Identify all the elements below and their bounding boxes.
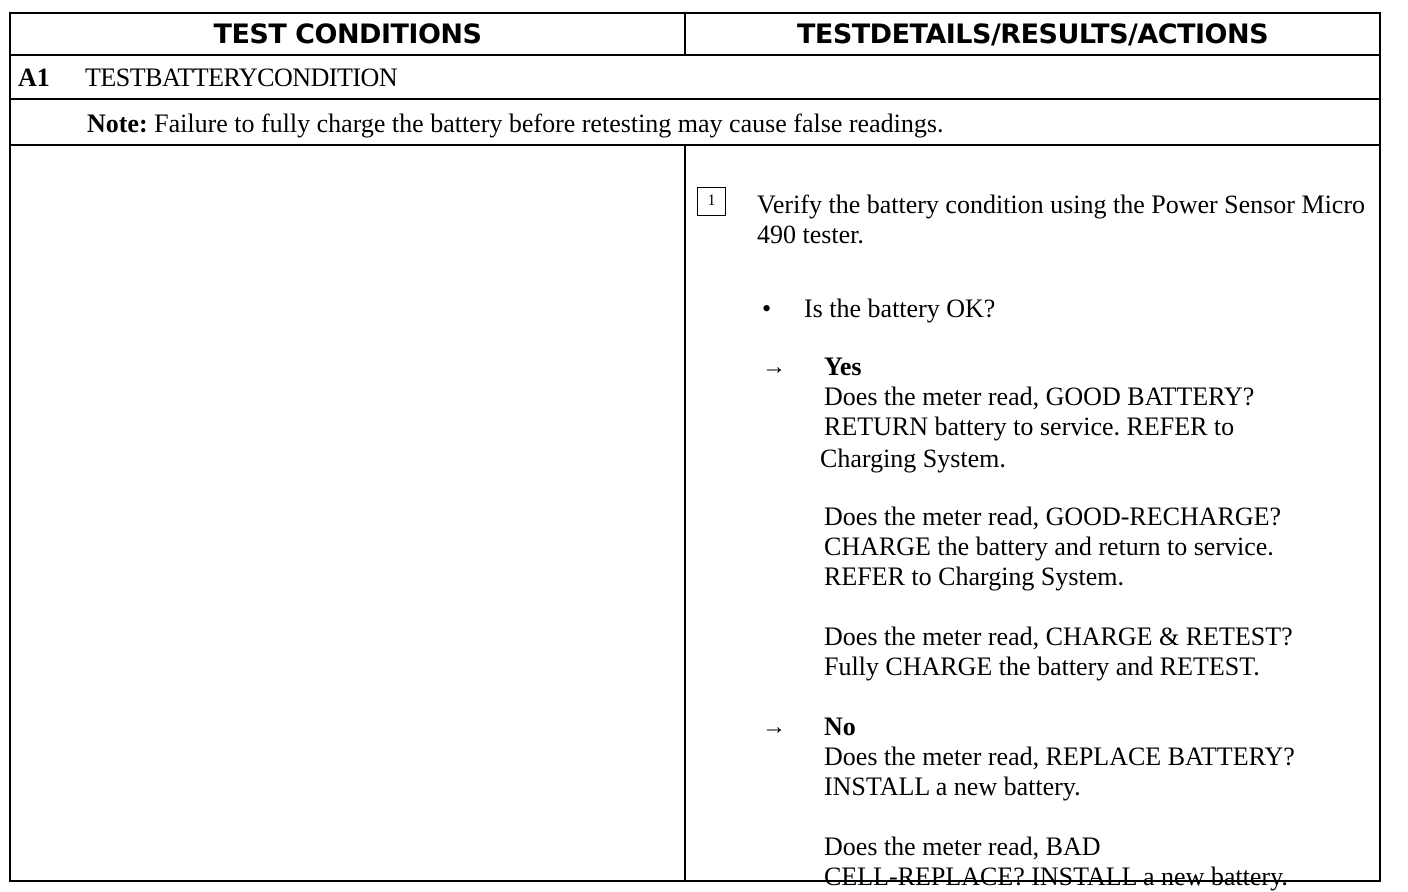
note xyxy=(87,109,943,139)
result-line: REFER to Charging System. xyxy=(824,562,1124,591)
header-test-details: TESTDETAILS/RESULTS/ACTIONS xyxy=(686,14,1379,56)
result-line: Does the meter read, BAD xyxy=(824,832,1101,861)
yes-result-3 xyxy=(824,622,1376,682)
no-result-1 xyxy=(824,742,1376,802)
section-code: A1 xyxy=(18,63,50,92)
answer-yes-label: Yes xyxy=(824,352,862,381)
bullet-icon: • xyxy=(762,294,772,323)
result-line: Charging System. xyxy=(820,444,1006,473)
result-line: INSTALL a new battery. xyxy=(824,772,1081,801)
yes-result-2 xyxy=(824,502,1376,592)
arrow-no-icon: → xyxy=(762,714,786,740)
no-result-2 xyxy=(824,832,1376,892)
header-test-conditions: TEST CONDITIONS xyxy=(11,14,686,56)
result-line: Does the meter read, GOOD BATTERY? xyxy=(824,382,1255,411)
section-row xyxy=(11,56,1379,100)
test-table xyxy=(9,12,1381,891)
result-line: Does the meter read, GOOD-RECHARGE? xyxy=(824,502,1282,531)
details-column xyxy=(686,146,1379,891)
section-title: TESTBATTERYCONDITION xyxy=(85,63,398,92)
answer-no-label: No xyxy=(824,712,856,741)
result-line: Does the meter read, CHARGE & RETEST? xyxy=(824,622,1293,651)
step-question: Is the battery OK? xyxy=(804,294,996,323)
result-line: Does the meter read, REPLACE BATTERY? xyxy=(824,742,1295,771)
step-number-box: 1 xyxy=(697,187,726,216)
step-instruction: Verify the battery condition using the Power Sensor Micro 490 tester. xyxy=(757,190,1365,249)
note-label: Note: xyxy=(87,109,148,138)
result-line: CELL-REPLACE? INSTALL a new battery. xyxy=(824,862,1288,891)
note-text: Failure to fully charge the battery before retesting may cause false readings. xyxy=(147,109,944,138)
note-row xyxy=(11,100,1379,146)
result-line: Fully CHARGE the battery and RETEST. xyxy=(824,652,1260,681)
result-line: RETURN battery to service. REFER to xyxy=(824,412,1235,441)
yes-result-1 xyxy=(820,382,1376,474)
arrow-yes-icon: → xyxy=(762,354,786,380)
result-line: CHARGE the battery and return to service. xyxy=(824,532,1274,561)
